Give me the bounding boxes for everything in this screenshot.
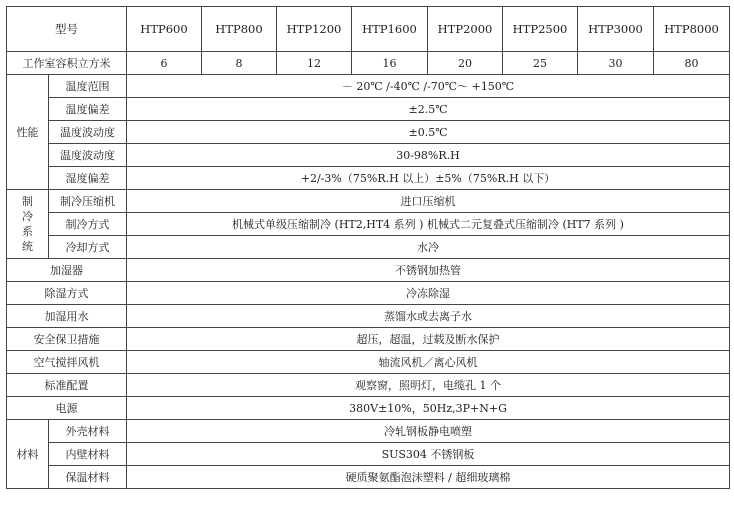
row-label: 制冷压缩机 xyxy=(49,190,127,213)
row-label: 冷却方式 xyxy=(49,236,127,259)
row-value: SUS304 不锈钢板 xyxy=(127,443,730,466)
volume-cell: 12 xyxy=(277,52,352,75)
table-row xyxy=(7,374,730,397)
row-label: 温度范围 xyxy=(49,75,127,98)
volume-cell: 25 xyxy=(503,52,578,75)
spec-table xyxy=(6,6,730,489)
row-value: 蒸馏水或去离子水 xyxy=(127,305,730,328)
table-row xyxy=(7,190,730,213)
performance-group-label: 性能 xyxy=(7,75,49,190)
row-value: 轴流风机／离心风机 xyxy=(127,351,730,374)
row-label: 标准配置 xyxy=(7,374,127,397)
row-value: 硬质聚氨酯泡沫塑料 / 超细玻璃棉 xyxy=(127,466,730,489)
model-cell: HTP1200 xyxy=(277,7,352,52)
row-value: 机械式单级压缩制冷 (HT2,HT4 系列 ) 机械式二元复叠式压缩制冷 (HT7 系列 ) xyxy=(127,213,730,236)
volume-cell: 8 xyxy=(202,52,277,75)
model-cell: HTP600 xyxy=(127,7,202,52)
table-row xyxy=(7,443,730,466)
row-value: 进口压缩机 xyxy=(127,190,730,213)
group-char: 制 xyxy=(22,195,33,208)
row-label: 保温材料 xyxy=(49,466,127,489)
row-label: 湿度偏差 xyxy=(49,167,127,190)
row-label: 加湿器 xyxy=(7,259,127,282)
table-row xyxy=(7,236,730,259)
model-cell: HTP2000 xyxy=(428,7,503,52)
model-cell: HTP3000 xyxy=(578,7,654,52)
row-value: 380V±10%，50Hz,3P+N+G xyxy=(127,397,730,420)
table-row xyxy=(7,420,730,443)
volume-cell: 30 xyxy=(578,52,654,75)
row-label: 温度波动度 xyxy=(49,121,127,144)
row-label: 温度偏差 xyxy=(49,98,127,121)
table-row xyxy=(7,351,730,374)
row-value: ±0.5℃ xyxy=(127,121,730,144)
row-value: 超压，超温，过载及断水保护 xyxy=(127,328,730,351)
row-value: 观察窗，照明灯，电缆孔 1 个 xyxy=(127,374,730,397)
table-row xyxy=(7,259,730,282)
volume-cell: 20 xyxy=(428,52,503,75)
group-char: 统 xyxy=(22,240,33,253)
header-row xyxy=(7,7,730,52)
row-label: 外壳材料 xyxy=(49,420,127,443)
row-value: － 20℃ /-40℃ /-70℃～ +150℃ xyxy=(127,75,730,98)
model-cell: HTP800 xyxy=(202,7,277,52)
row-label: 除湿方式 xyxy=(7,282,127,305)
volume-label: 工作室容积立方米 xyxy=(7,52,127,75)
group-char: 冷 xyxy=(22,210,33,223)
volume-cell: 16 xyxy=(352,52,428,75)
table-row xyxy=(7,121,730,144)
model-cell: HTP8000 xyxy=(654,7,730,52)
row-value: 冷轧钢板静电喷塑 xyxy=(127,420,730,443)
model-label: 型号 xyxy=(7,7,127,52)
table-row xyxy=(7,282,730,305)
row-label: 制冷方式 xyxy=(49,213,127,236)
row-label: 电源 xyxy=(7,397,127,420)
row-label: 安全保卫措施 xyxy=(7,328,127,351)
row-label: 内壁材料 xyxy=(49,443,127,466)
group-char: 系 xyxy=(22,225,33,238)
table-row xyxy=(7,75,730,98)
model-cell: HTP1600 xyxy=(352,7,428,52)
table-row xyxy=(7,305,730,328)
materials-group-label: 材料 xyxy=(7,420,49,489)
row-label: 加湿用水 xyxy=(7,305,127,328)
row-value: 30-98%R.H xyxy=(127,144,730,167)
volume-row xyxy=(7,52,730,75)
table-row xyxy=(7,98,730,121)
row-label: 温度波动度 xyxy=(49,144,127,167)
row-label: 空气搅拌风机 xyxy=(7,351,127,374)
table-row xyxy=(7,397,730,420)
row-value: 不锈钢加热管 xyxy=(127,259,730,282)
row-value: ±2.5℃ xyxy=(127,98,730,121)
volume-cell: 80 xyxy=(654,52,730,75)
table-row xyxy=(7,213,730,236)
table-row xyxy=(7,328,730,351)
row-value: +2/-3%（75%R.H 以上）±5%（75%R.H 以下） xyxy=(127,167,730,190)
table-row xyxy=(7,167,730,190)
volume-cell: 6 xyxy=(127,52,202,75)
model-cell: HTP2500 xyxy=(503,7,578,52)
refrigeration-group-label xyxy=(7,190,49,259)
table-row xyxy=(7,144,730,167)
row-value: 水冷 xyxy=(127,236,730,259)
row-value: 冷冻除湿 xyxy=(127,282,730,305)
table-row xyxy=(7,466,730,489)
